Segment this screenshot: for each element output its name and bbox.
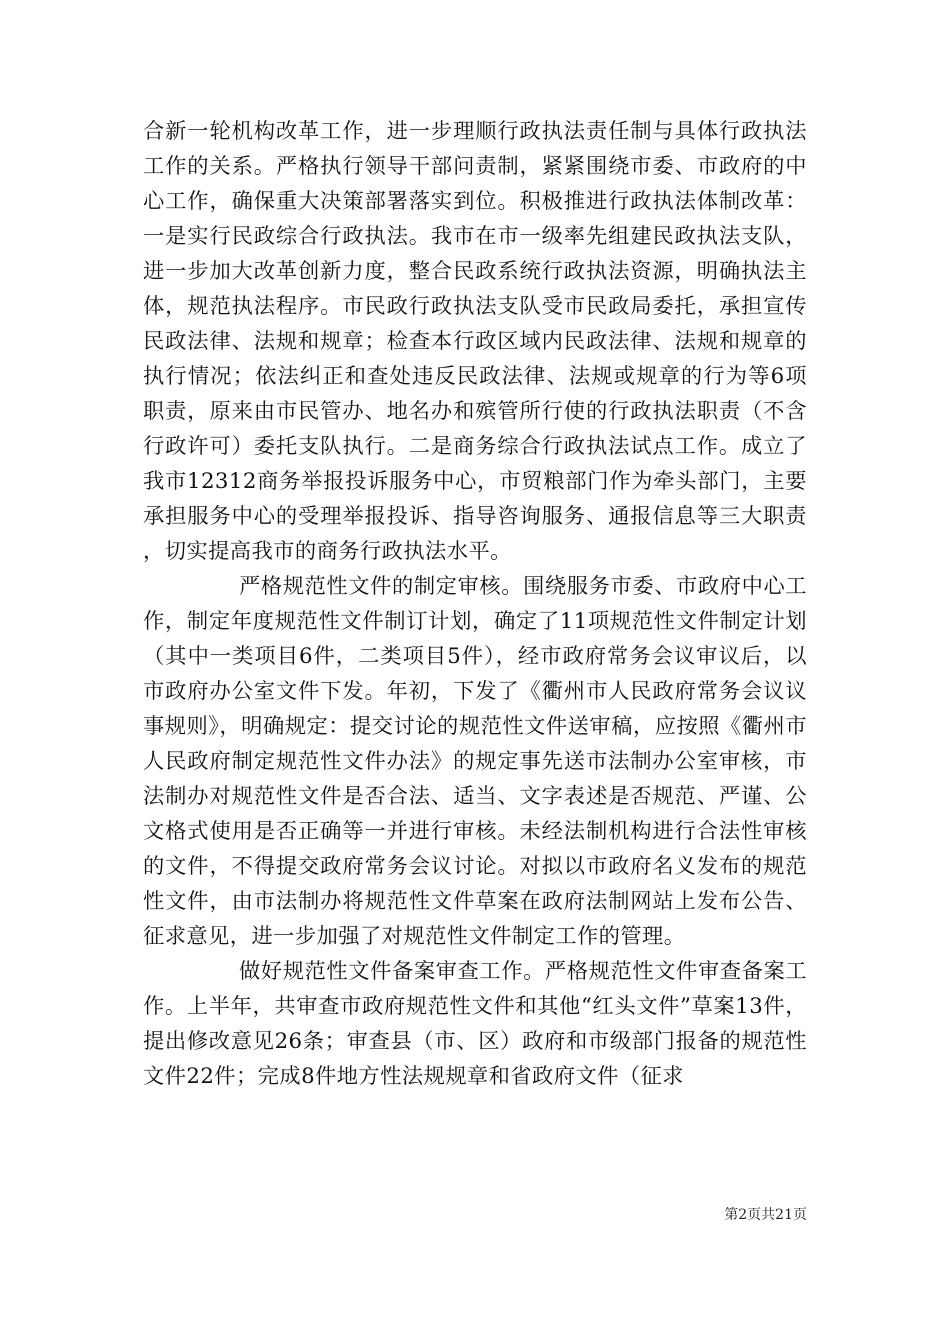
paragraph-2: 严格规范性文件的制定审核。围绕服务市委、市政府中心工作，制定年度规范性文件制订计划，确定了11项规范性文件制定计划（其中一类项目6件，二类项目5件），经市政府常务会议审议后，以市政府办公室文件下发。年初，下发了《衢州市人民政府常务会议议事规则》，明确规定：提交讨论的规范性文件送审稿，应按照《衢州市人民政府制定规范性文件办法》的规定事先送市法制办公室审核，市法制办对规范性文件是否合法、适当、文字表述是否规范、严谨、公文格式使用是否正确等一并进行审核。未经法制机构进行合法性审核的文件，不得提交政府常务会议讨论。对拟以市政府名义发布的规范性文件，由市法制办将规范性文件草案在政府法制网站上发布公告、征求意见，进一步加强了对规范性文件制定工作的管理。 bbox=[143, 574, 807, 949]
page-number-footer: 第2页共21页 bbox=[724, 1207, 807, 1223]
paragraph-3: 做好规范性文件备案审查工作。严格规范性文件审查备案工作。上半年，共审查市政府规范性文件和其他“红头文件”草案13件，提出修改意见26条；审查县（市、区）政府和市级部门报备的规范性文件22件；完成8件地方性法规规章和省政府文件（征求 bbox=[143, 959, 807, 1089]
paragraph-1: 合新一轮机构改革工作，进一步理顺行政执法责任制与具体行政执法工作的关系。严格执行领导干部问责制，紧紧围绕市委、市政府的中心工作，确保重大决策部署落实到位。积极推进行政执法体制改革：一是实行民政综合行政执法。我市在市一级率先组建民政执法支队，进一步加大改革创新力度，整合民政系统行政执法资源，明确执法主体，规范执法程序。市民政行政执法支队受市民政局委托，承担宣传民政法律、法规和规章；检查本行政区域内民政法律、法规和规章的执行情况；依法纠正和查处违反民政法律、法规或规章的行为等6项职责，原来由市民管办、地名办和殡管所行使的行政执法职责（不含行政许可）委托支队执行。二是商务综合行政执法试点工作。成立了我市12312商务举报投诉服务中心，市贸粮部门作为牵头部门，主要承担服务中心的受理举报投诉、指导咨询服务、通报信息等三大职责，切实提高我市的商务行政执法水平。 bbox=[143, 119, 807, 564]
document-body bbox=[143, 114, 807, 1094]
